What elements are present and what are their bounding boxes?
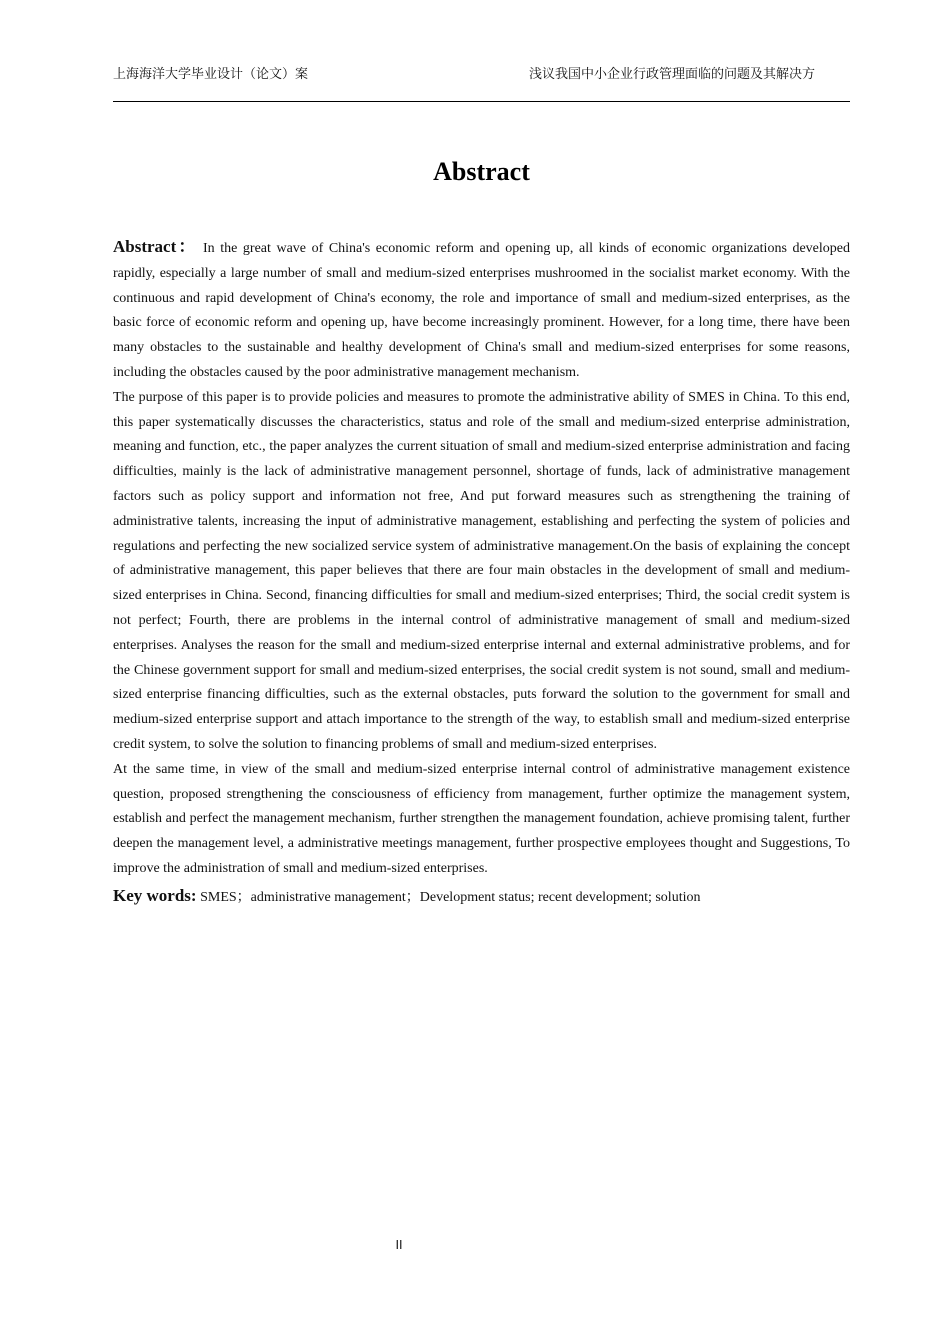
keywords-line: [113, 884, 850, 911]
header-left-title: 上海海洋大学毕业设计（论文）案: [113, 67, 309, 82]
keywords-label: Key words:: [113, 885, 197, 905]
header-right-title: 浅议我国中小企业行政管理面临的问题及其解决方: [529, 67, 816, 82]
abstract-paragraph-1-text: In the great wave of China's economic reform and opening up, all kinds of economic organizations developed rapidly, especially a large number of small and medium-sized enterprises mushroomed in the socialist market economy. With the continuous and rapid development of China's economy, the role and importance of small and medium-sized enterprises, as the basic force of economic reform and opening up, have become increasingly prominent. However, for a long time, there have been many obstacles to the sustainable and healthy development of China's small and medium-sized enterprises for some reasons, including the obstacles caused by the poor administrative management mechanism.: [113, 241, 850, 380]
keywords-text: SMES；administrative management；Development status; recent development; solution: [200, 889, 701, 905]
page-title: Abstract: [433, 157, 530, 186]
abstract-paragraph-1: [113, 235, 850, 386]
abstract-body: [113, 235, 850, 911]
abstract-paragraph-3: At the same time, in view of the small and medium-sized enterprise internal control of administrative management existence question, proposed strengthening the consciousness of efficiency from management, further optimize the management system, establish and perfect the management mechanism, further strengthen the management foundation, achieve promising talent, further deepen the management level, a administrative meetings management, further prospective employees thought and Suggestions, To improve the administration of small and medium-sized enterprises.: [113, 761, 850, 876]
page-number: II: [395, 1238, 403, 1252]
header-divider: [113, 101, 850, 102]
abstract-paragraph-2: The purpose of this paper is to provide policies and measures to promote the administrative ability of SMES in China. To this end, this paper systematically discusses the characteristics, status and role of the small and medium-sized enterprise administration, meaning and function, etc., the paper analyzes the current situation of small and medium-sized enterprise administration and facing difficulties, mainly is the lack of administrative management personnel, shortage of funds, lack of administrative management factors such as policy support and information not free, And put forward measures such as strengthening the training of administrative talents, increasing the input of administrative management, establishing and perfecting the system of policies and regulations and perfecting the new socialized service system of administrative management.On the basis of explaining the concept of administrative management, this paper believes that there are four main obstacles in the development of small and medium-sized enterprises in China. Second, financing difficulties for small and medium-sized enterprises; Third, the social credit system is not perfect; Fourth, there are problems in the internal control of administrative management of small and medium-sized enterprises. Analyses the reason for the small and medium-sized enterprise internal and external administrative problems, and for the Chinese government support for small and medium-sized enterprises, the social credit system is not sound, small and medium-sized enterprise financing difficulties, such as the external obstacles, puts forward the solution to the government for small and medium-sized enterprise support and attach importance to the strength of the way, to establish small and medium-sized enterprise credit system, to solve the solution to financing problems of small and medium-sized enterprises.: [113, 389, 850, 752]
abstract-label: Abstract：: [113, 237, 198, 256]
